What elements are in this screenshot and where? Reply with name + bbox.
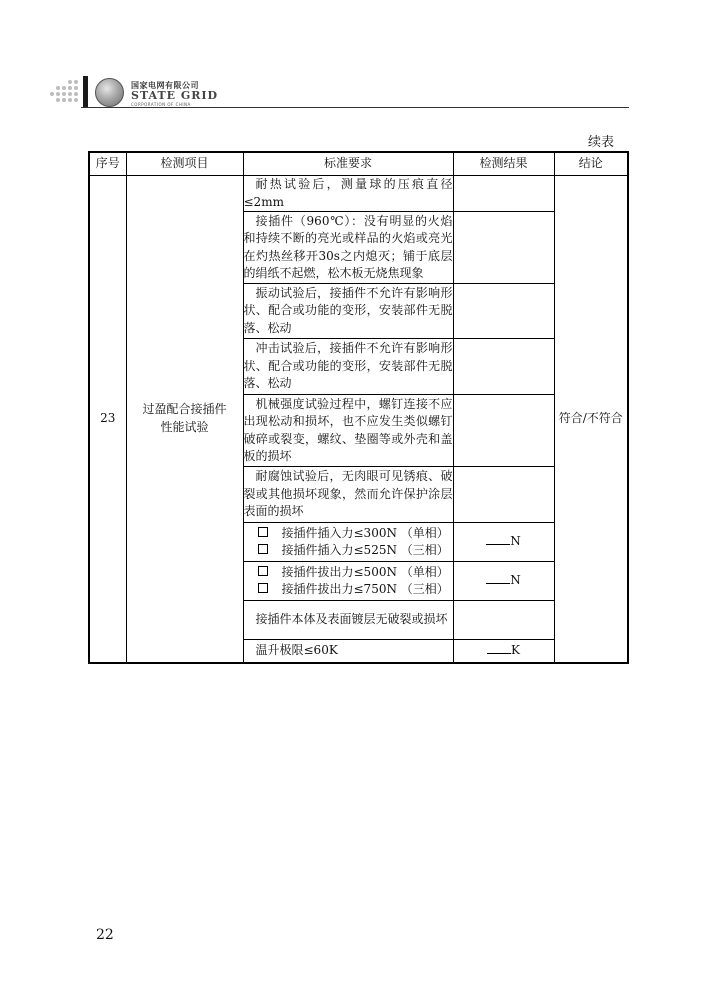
result-cell[interactable]	[453, 395, 554, 467]
option-line	[244, 542, 453, 560]
col-header-item: 检测项目	[126, 152, 243, 176]
page-number: 22	[96, 927, 114, 943]
decorative-dots	[48, 80, 82, 104]
requirement-cell: 冲击试验后，接插件不允许有影响形状、配合或功能的变形，安装部件无脱落、松动	[243, 339, 453, 395]
state-grid-globe-logo-icon	[95, 78, 124, 107]
checkbox-icon[interactable]	[258, 527, 268, 537]
brand-subtitle: CORPORATION OF CHINA	[131, 102, 191, 107]
page-header	[48, 74, 628, 110]
col-header-requirement: 标准要求	[243, 152, 453, 176]
result-cell[interactable]	[453, 212, 554, 284]
result-cell[interactable]	[453, 601, 554, 640]
requirement-cell: 接插件（960℃）：没有明显的火焰和持续不断的亮光或样品的火焰或亮光在灼热丝移开30s之内熄灭；铺于底层的绢纸不起燃，松木板无烧焦现象	[243, 212, 453, 284]
result-unit: N	[510, 573, 521, 588]
table-row	[89, 176, 628, 212]
requirement-options-cell	[243, 523, 453, 562]
requirement-cell: 机械强度试验过程中，螺钉连接不应出现松动和损坏，也不应发生类似螺钉破碎或裂变，螺纹、垫圈等或外壳和盖板的损坏	[243, 395, 453, 467]
result-cell[interactable]	[453, 562, 554, 601]
fill-in-blank[interactable]	[486, 534, 510, 545]
option-line	[244, 564, 453, 582]
result-unit: K	[511, 643, 520, 657]
result-cell[interactable]	[453, 176, 554, 212]
result-cell[interactable]	[453, 523, 554, 562]
option-label: 接插件拔出力≤750N （三相）	[281, 582, 449, 596]
serial-number-cell: 23	[89, 176, 126, 663]
requirement-cell: 接插件本体及表面镀层无破裂或损坏	[243, 601, 453, 640]
requirement-cell: 耐腐蚀试验后，无肉眼可见锈痕、破裂或其他损坏现象，然而允许保护涂层表面的损坏	[243, 467, 453, 523]
option-label: 接插件拔出力≤500N （单相）	[281, 564, 449, 579]
result-cell[interactable]	[453, 339, 554, 395]
brand-name-en: STATE GRID	[131, 89, 219, 102]
header-accent-bar	[83, 76, 88, 108]
table-header-row	[89, 152, 628, 176]
checkbox-icon[interactable]	[258, 566, 268, 576]
result-cell[interactable]	[453, 284, 554, 339]
option-line	[244, 581, 453, 599]
conclusion-cell: 符合/不符合	[554, 176, 628, 663]
requirement-options-cell	[243, 562, 453, 601]
test-item-cell: 过盈配合接插件性能试验	[126, 176, 243, 663]
option-label: 接插件插入力≤300N （单相）	[281, 525, 449, 540]
result-cell[interactable]	[453, 467, 554, 523]
option-label: 接插件插入力≤525N （三相）	[281, 543, 449, 557]
requirement-cell: 温升极限≤60K	[243, 640, 453, 663]
col-header-result: 检测结果	[453, 152, 554, 176]
brand-name-cn: 国家电网有限公司	[131, 81, 199, 90]
fill-in-blank[interactable]	[486, 573, 510, 584]
checkbox-icon[interactable]	[258, 583, 268, 593]
result-cell[interactable]	[453, 640, 554, 663]
continued-label: 续表	[588, 135, 615, 150]
option-line	[244, 525, 453, 543]
checkbox-icon[interactable]	[258, 544, 268, 554]
result-unit: N	[510, 534, 521, 549]
col-header-conclusion: 结论	[554, 152, 628, 176]
test-items-table	[88, 151, 629, 664]
header-divider	[81, 107, 629, 108]
requirement-cell: 振动试验后，接插件不允许有影响形状、配合或功能的变形，安装部件无脱落、松动	[243, 284, 453, 339]
requirement-cell: 耐热试验后，测量球的压痕直径≤2mm	[243, 176, 453, 212]
fill-in-blank[interactable]	[487, 643, 511, 654]
col-header-serial: 序号	[89, 152, 126, 176]
